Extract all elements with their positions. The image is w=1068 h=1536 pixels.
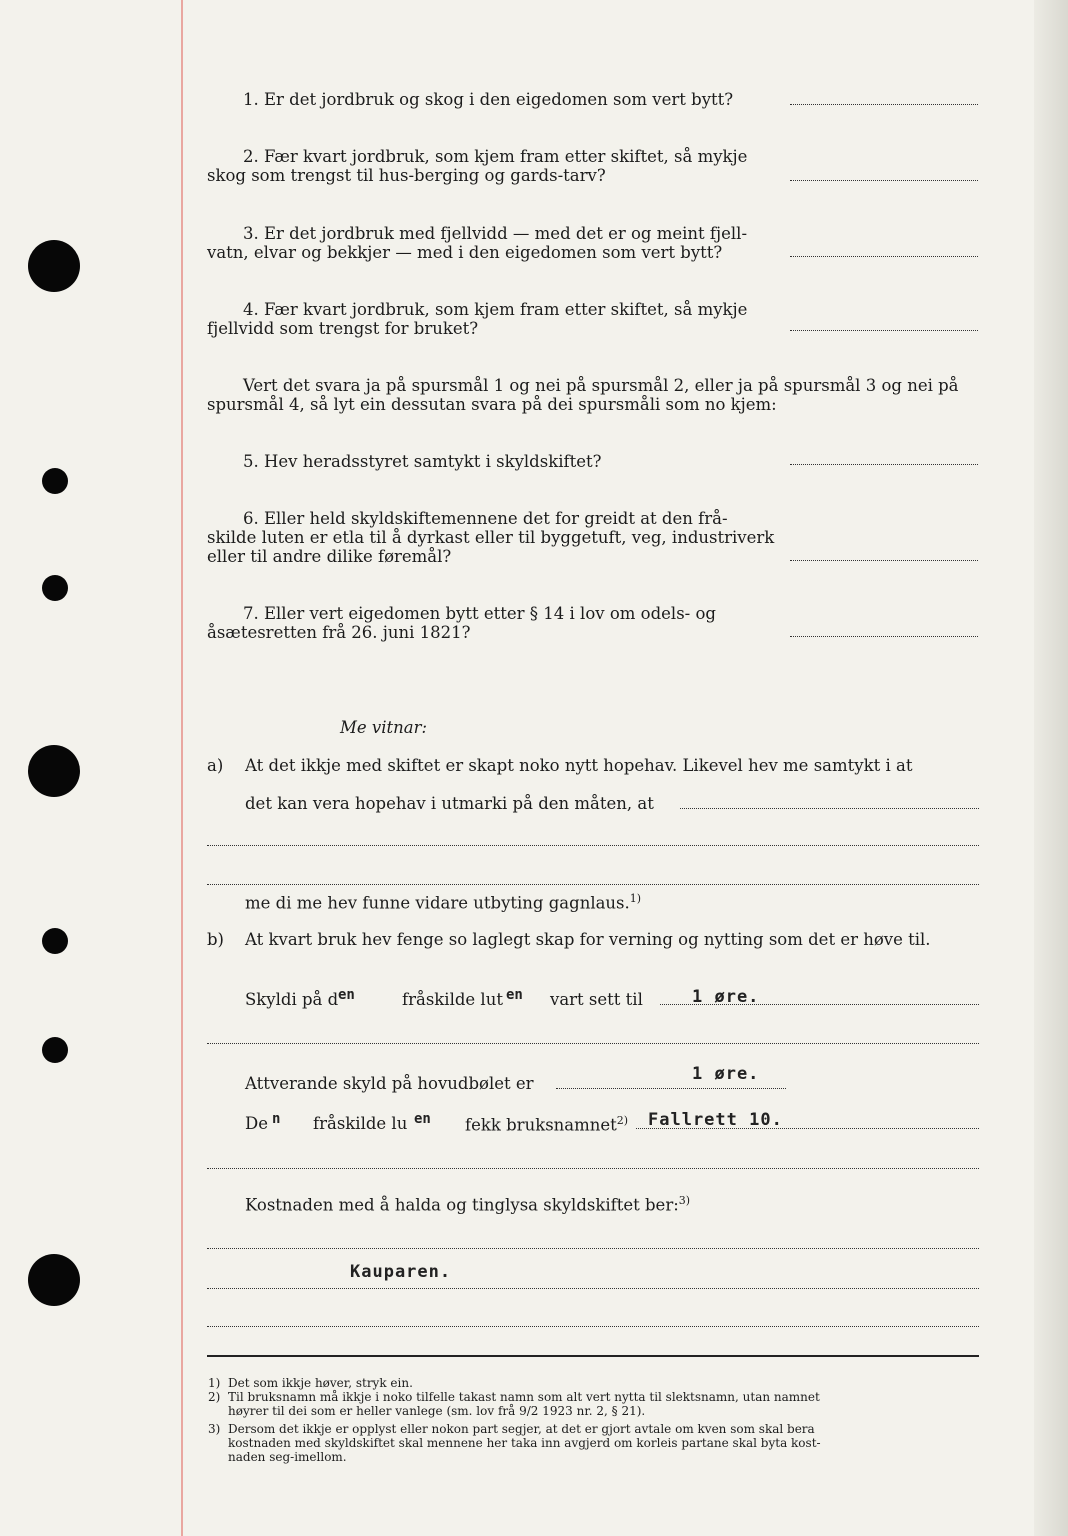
- footnote-separator: [207, 1355, 979, 1357]
- footnote-line: høyrer til dei som er heller vanlege (sm. lov frå 9/2 1923 nr. 2, § 21).: [228, 1404, 646, 1418]
- footnote-line: Dersom det ikkje er opplyst eller nokon part segjer, at det er gjort avtale om kven som skal bera: [228, 1422, 815, 1436]
- bruksnamn-typed-a2: en: [414, 1111, 431, 1127]
- question-line: 5. Hev heradsstyret samtykt i skyldskiftet?: [243, 452, 602, 471]
- question-line: 1. Er det jordbruk og skog i den eigedomen som vert bytt?: [243, 90, 734, 109]
- instruction-line: spursmål 4, så lyt ein dessutan svara på dei spursmåli som no kjem:: [207, 395, 777, 414]
- answer-field-4[interactable]: [790, 330, 978, 331]
- footnote-ref-3: 3): [678, 1194, 691, 1207]
- item-a-line-2: det kan vera hopehav i utmarki på den måten, at: [245, 794, 654, 813]
- instruction-paragraph: [207, 376, 979, 414]
- kostnad-blank-line-1[interactable]: [207, 1248, 979, 1249]
- item-a-line-1: At det ikkje med skiftet er skapt noko nytt hopehav. Likevel hev me samtykt i at: [245, 756, 913, 775]
- punch-hole-6: [42, 1037, 68, 1063]
- skyld-typed-value: 1 øre.: [692, 987, 760, 1007]
- question-line: 7. Eller vert eigedomen bytt etter § 14 i lov om odels- og: [243, 604, 716, 623]
- attverande-label: Attverande skyld på hovudbølet er: [245, 1074, 534, 1093]
- bruksnamn-label-b: fråskilde lu: [313, 1114, 408, 1133]
- kostnad-typed-value: Kauparen.: [350, 1262, 452, 1282]
- kostnad-blank-line-3[interactable]: [207, 1326, 979, 1327]
- kostnad-label-text: Kostnaden med å halda og tinglysa skyldskiftet ber:: [245, 1195, 679, 1215]
- question-line: skog som trengst til hus-berging og gards-tarv?: [207, 166, 606, 185]
- footnote-1: [208, 1376, 980, 1390]
- question-line: åsætesretten frå 26. juni 1821?: [207, 623, 471, 642]
- red-margin-line: [181, 0, 183, 1536]
- footnote-3: [208, 1422, 980, 1464]
- footnote-line: Det som ikkje høver, stryk ein.: [228, 1376, 413, 1390]
- attverande-typed-value: 1 øre.: [692, 1064, 760, 1084]
- skyld-label-c: vart sett til: [550, 990, 643, 1009]
- footnote-ref-2: 2): [616, 1114, 629, 1127]
- attverande-fill-field[interactable]: [556, 1088, 786, 1089]
- answer-field-5[interactable]: [790, 464, 978, 465]
- answer-field-3[interactable]: [790, 256, 978, 257]
- footnote-marker: 2): [208, 1390, 221, 1404]
- page-edge-shadow: [1034, 0, 1068, 1536]
- question-4: [207, 300, 787, 338]
- item-b-marker: b): [207, 930, 224, 949]
- punch-hole-7: [28, 1254, 80, 1306]
- question-line: fjellvidd som trengst for bruket?: [207, 319, 479, 338]
- footnote-line: naden seg-imellom.: [228, 1450, 347, 1464]
- answer-field-6[interactable]: [790, 560, 978, 561]
- bruksnamn-blank-line[interactable]: [207, 1168, 979, 1169]
- skyld-typed-a1: en: [338, 987, 355, 1003]
- instruction-line: Vert det svara ja på spursmål 1 og nei på spursmål 2, eller ja på spursmål 3 og nei på: [243, 376, 959, 395]
- item-a-fill-field[interactable]: [680, 808, 979, 809]
- question-line: eller til andre dilike føremål?: [207, 547, 452, 566]
- item-a-blank-line-1[interactable]: [207, 845, 979, 846]
- question-line: skilde luten er etla til å dyrkast eller til byggetuft, veg, industriverk: [207, 528, 775, 547]
- answer-field-2[interactable]: [790, 180, 978, 181]
- item-b-line-1: At kvart bruk hev fenge so laglegt skap for verning og nytting som det er høve til.: [245, 930, 931, 949]
- punch-hole-2: [42, 468, 68, 494]
- footnote-2: [208, 1390, 980, 1418]
- footnote-line: kostnaden med skyldskiftet skal mennene her taka inn avgjerd om korleis partane skal byta kost-: [228, 1436, 821, 1450]
- witness-heading: Me vitnar:: [340, 718, 428, 737]
- bruksnamn-typed-value: Fallrett 10.: [648, 1110, 783, 1130]
- question-line: 6. Eller held skyldskiftemennene det for greidt at den frå-: [243, 509, 728, 528]
- skyld-label-a: Skyldi på d: [245, 990, 339, 1009]
- kostnad-blank-line-2[interactable]: [207, 1288, 979, 1289]
- bruksnamn-label-c-text: fekk bruksnamnet: [465, 1115, 617, 1135]
- question-6: [207, 509, 787, 566]
- footnote-marker: 3): [208, 1422, 221, 1436]
- question-5: [207, 452, 787, 471]
- bruksnamn-typed-a1: n: [272, 1111, 281, 1127]
- question-line: 3. Er det jordbruk med fjellvidd — med det er og meint fjell-: [243, 224, 748, 243]
- question-line: vatn, elvar og bekkjer — med i den eigedomen som vert bytt?: [207, 243, 723, 262]
- item-a-marker: a): [207, 756, 224, 775]
- skyld-blank-line[interactable]: [207, 1043, 979, 1044]
- question-2: [207, 147, 787, 185]
- answer-field-7[interactable]: [790, 636, 978, 637]
- punch-hole-3: [42, 575, 68, 601]
- bruksnamn-label-a: De: [245, 1114, 268, 1133]
- item-a-blank-line-2[interactable]: [207, 884, 979, 885]
- item-a-line-3: [245, 892, 641, 913]
- skyld-typed-a2: en: [506, 987, 523, 1003]
- footnote-line: Til bruksnamn må ikkje i noko tilfelle takast namn som alt vert nytta til slektsnamn, utan namnet: [228, 1390, 820, 1404]
- footnote-ref-1: 1): [629, 892, 642, 905]
- punch-hole-5: [42, 928, 68, 954]
- question-1: [207, 90, 787, 109]
- question-line: 4. Fær kvart jordbruk, som kjem fram etter skiftet, så mykje: [243, 300, 748, 319]
- question-7: [207, 604, 787, 642]
- punch-hole-1: [28, 240, 80, 292]
- bruksnamn-label-c: [465, 1114, 628, 1135]
- punch-hole-4: [28, 745, 80, 797]
- question-line: 2. Fær kvart jordbruk, som kjem fram etter skiftet, så mykje: [243, 147, 748, 166]
- answer-field-1[interactable]: [790, 104, 978, 105]
- skyld-label-b: fråskilde lut: [402, 990, 503, 1009]
- footnote-marker: 1): [208, 1376, 221, 1390]
- item-a-line-3-text: me di me hev funne vidare utbyting gagnlaus.: [245, 893, 630, 913]
- question-3: [207, 224, 787, 262]
- kostnad-label: [245, 1194, 690, 1215]
